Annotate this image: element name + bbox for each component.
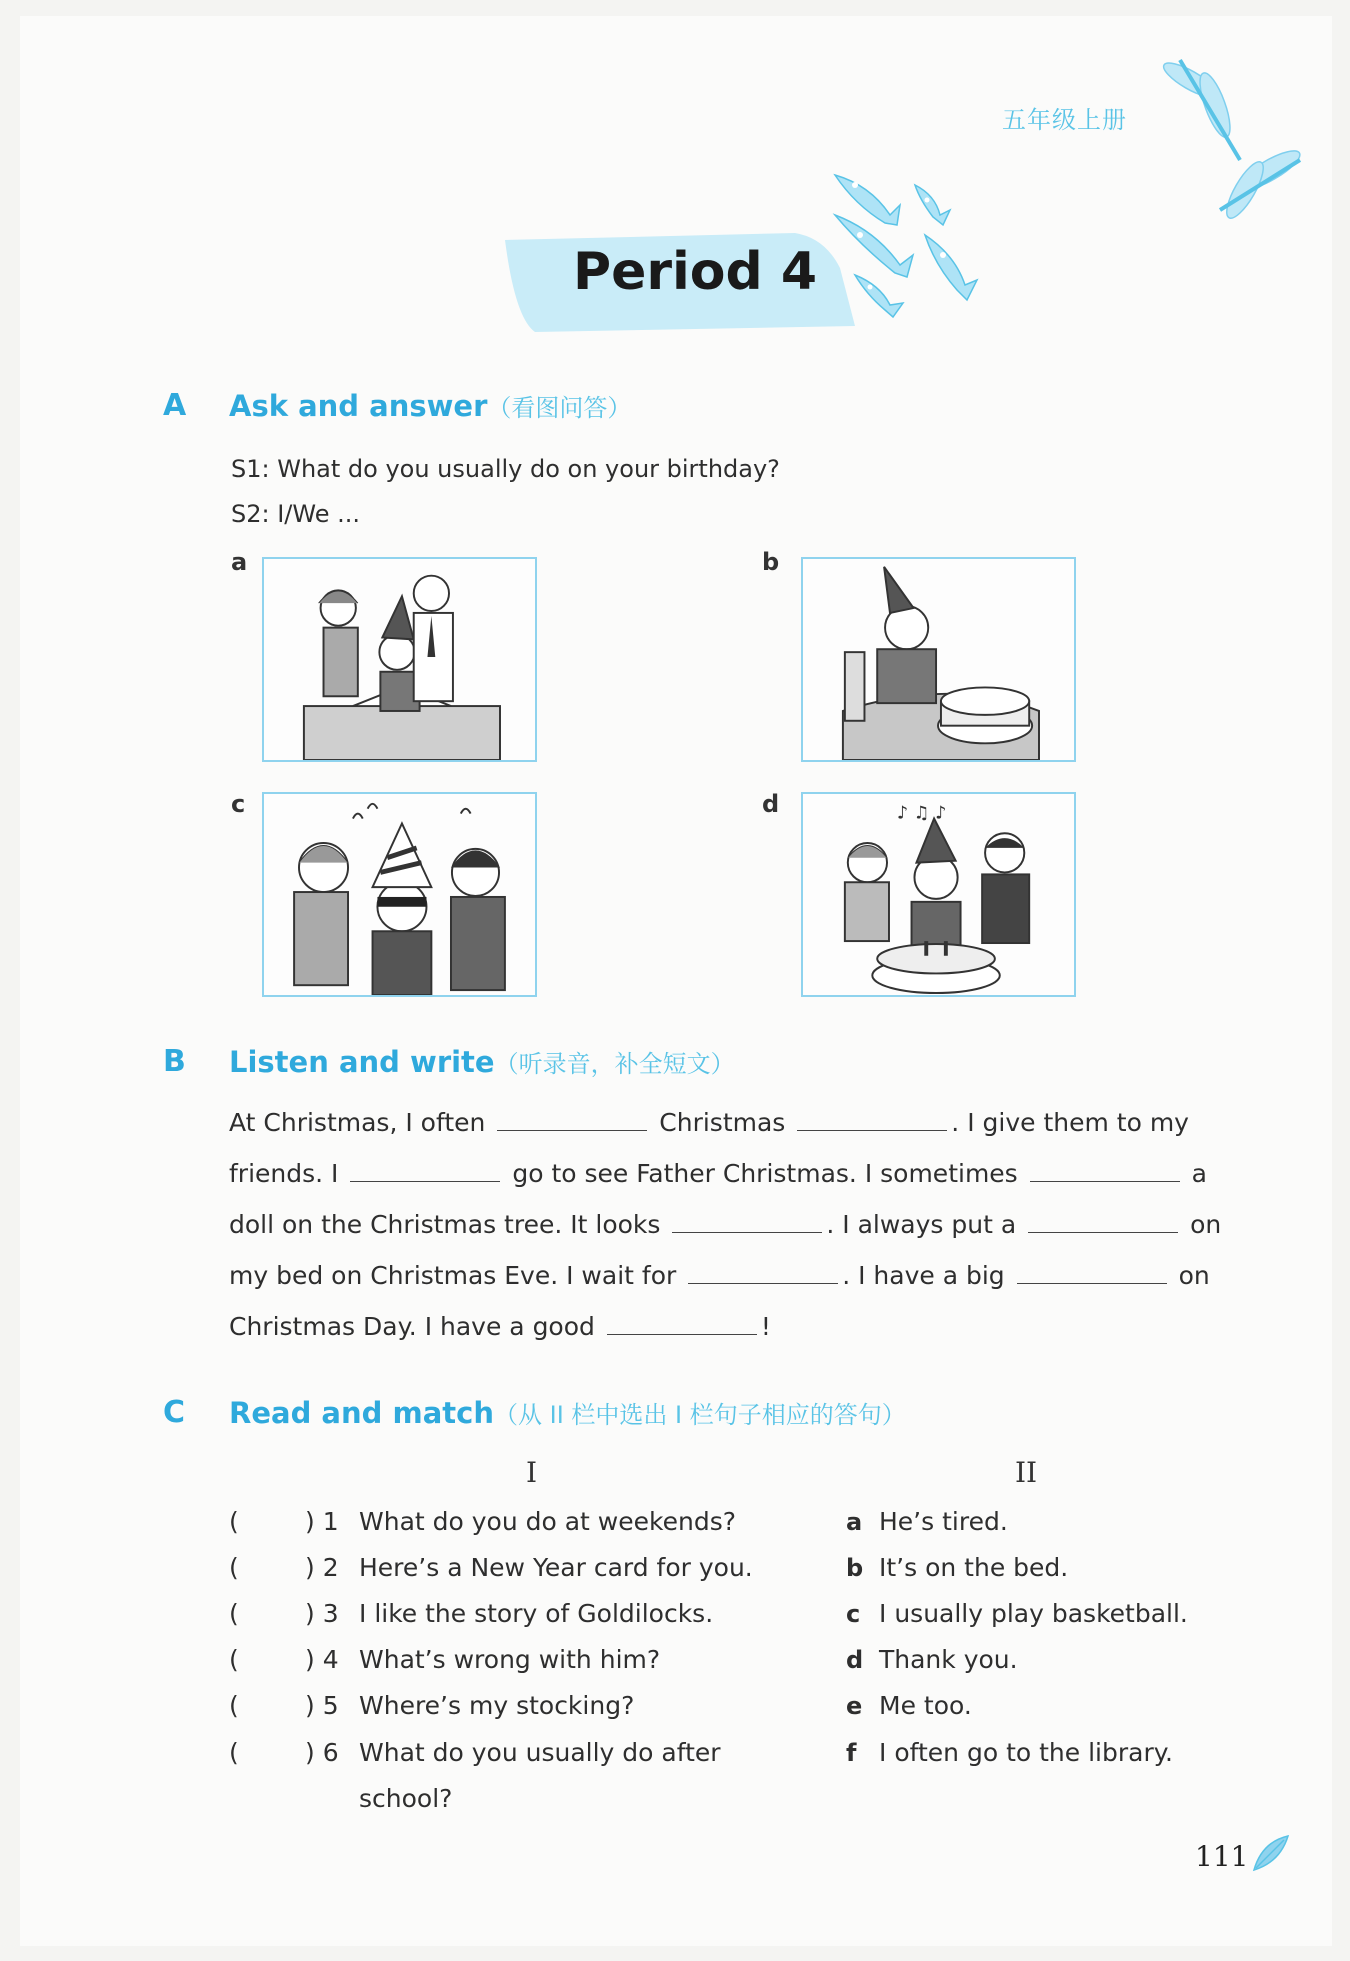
section-a-letter: A — [163, 388, 187, 423]
passage-row — [229, 1301, 1209, 1352]
blank-input[interactable] — [607, 1314, 757, 1335]
question-text: school? — [359, 1784, 453, 1813]
blank-input[interactable] — [688, 1263, 838, 1284]
dialogue-line-s2: S2: I/We ... — [231, 500, 360, 528]
question-text: Here’s a New Year card for you. — [359, 1553, 753, 1582]
page-number: 111 — [1195, 1840, 1249, 1873]
svg-text:♪ ♫ ♪: ♪ ♫ ♪ — [896, 803, 947, 824]
answer-paren-open[interactable]: ( — [229, 1738, 239, 1767]
passage-text: Christmas — [659, 1108, 786, 1137]
question-text: Where’s my stocking? — [359, 1691, 635, 1720]
section-a-title — [229, 388, 631, 423]
passage-text: doll on the Christmas tree. It looks — [229, 1210, 661, 1239]
picture-label-d: d — [762, 790, 780, 818]
answer-letter: a — [846, 1508, 863, 1536]
blank-input[interactable] — [797, 1110, 947, 1131]
blank-input[interactable] — [1030, 1161, 1180, 1182]
question-number: ) 4 — [305, 1645, 339, 1674]
blank-input[interactable] — [1017, 1263, 1167, 1284]
column-two-heading: II — [1015, 1456, 1038, 1489]
birthday-singing-illustration — [803, 794, 1074, 995]
passage-text: on — [1190, 1210, 1222, 1239]
leaf-icon — [1250, 1832, 1292, 1874]
page-title: Period 4 — [572, 242, 818, 302]
answer-paren-open[interactable]: ( — [229, 1645, 239, 1674]
passage-text: Christmas Day. I have a good — [229, 1312, 595, 1341]
picture-label-b: b — [762, 548, 780, 576]
blindfold-game-illustration — [264, 794, 535, 995]
blank-input[interactable] — [350, 1161, 500, 1182]
question-text: I like the story of Goldilocks. — [359, 1599, 714, 1628]
listen-write-passage — [229, 1097, 1222, 1352]
answer-letter: b — [846, 1554, 864, 1582]
section-a-title-cn: （看图问答） — [487, 394, 632, 422]
picture-label-c: c — [231, 790, 246, 818]
answer-paren-open[interactable]: ( — [229, 1507, 239, 1536]
answer-paren-open[interactable]: ( — [229, 1599, 239, 1628]
answer-text: It’s on the bed. — [879, 1553, 1069, 1582]
passage-row — [229, 1148, 1209, 1199]
boy-cake-illustration — [803, 559, 1074, 760]
answer-paren-open[interactable]: ( — [229, 1553, 239, 1582]
question-number: ) 2 — [305, 1553, 339, 1582]
question-text: What do you do at weekends? — [359, 1507, 736, 1536]
passage-text: ! — [760, 1312, 771, 1341]
section-b-letter: B — [163, 1044, 186, 1079]
passage-text: go to see Father Christmas. I sometimes — [512, 1159, 1018, 1188]
question-number: ) 6 — [305, 1738, 339, 1767]
picture-label-a: a — [231, 548, 248, 576]
picture-a — [262, 557, 537, 762]
blank-input[interactable] — [1028, 1212, 1178, 1233]
passage-text: on — [1178, 1261, 1210, 1290]
answer-letter: f — [846, 1739, 857, 1767]
passage-row — [229, 1250, 1209, 1301]
passage-text: my bed on Christmas Eve. I wait for — [229, 1261, 677, 1290]
section-c-title-cn: （从 II 栏中选出 I 栏句子相应的答句） — [493, 1401, 906, 1429]
answer-text: Thank you. — [879, 1645, 1018, 1674]
passage-text: . I have a big — [842, 1261, 1005, 1290]
answer-text: He’s tired. — [879, 1507, 1008, 1536]
answer-paren-open[interactable]: ( — [229, 1691, 239, 1720]
picture-c — [262, 792, 537, 997]
answer-letter: c — [846, 1600, 861, 1628]
picture-d — [801, 792, 1076, 997]
picture-b — [801, 557, 1076, 762]
section-c-letter: C — [163, 1395, 186, 1430]
dragonfly-icon — [1150, 50, 1320, 230]
grade-label: 五年级上册 — [1002, 106, 1127, 134]
column-one-heading: I — [526, 1456, 538, 1489]
section-b-title — [229, 1044, 735, 1079]
passage-text: friends. I — [229, 1159, 339, 1188]
passage-text: At Christmas, I often — [229, 1108, 486, 1137]
question-number: ) 5 — [305, 1691, 339, 1720]
section-c-title-en: Read and match — [229, 1396, 494, 1430]
question-number: ) 1 — [305, 1507, 339, 1536]
answer-text: I often go to the library. — [879, 1738, 1173, 1767]
family-presents-illustration — [264, 559, 535, 760]
answer-text: I usually play basketball. — [879, 1599, 1188, 1628]
blank-input[interactable] — [672, 1212, 822, 1233]
passage-row — [229, 1097, 1209, 1148]
passage-row — [229, 1199, 1222, 1250]
question-number: ) 3 — [305, 1599, 339, 1628]
passage-text: . I always put a — [826, 1210, 1017, 1239]
blank-input[interactable] — [497, 1110, 647, 1131]
dialogue-line-s1: S1: What do you usually do on your birthday? — [231, 455, 780, 483]
passage-text: a — [1191, 1159, 1207, 1188]
question-text: What do you usually do after — [359, 1738, 721, 1767]
passage-text: . I give them to my — [951, 1108, 1189, 1137]
answer-letter: e — [846, 1692, 863, 1720]
section-c-title — [229, 1395, 906, 1430]
section-a-title-en: Ask and answer — [229, 389, 488, 423]
question-text: What’s wrong with him? — [359, 1645, 661, 1674]
section-b-title-cn: （听录音，补全短文） — [494, 1050, 735, 1078]
answer-text: Me too. — [879, 1691, 972, 1720]
section-b-title-en: Listen and write — [229, 1045, 495, 1079]
answer-letter: d — [846, 1646, 864, 1674]
